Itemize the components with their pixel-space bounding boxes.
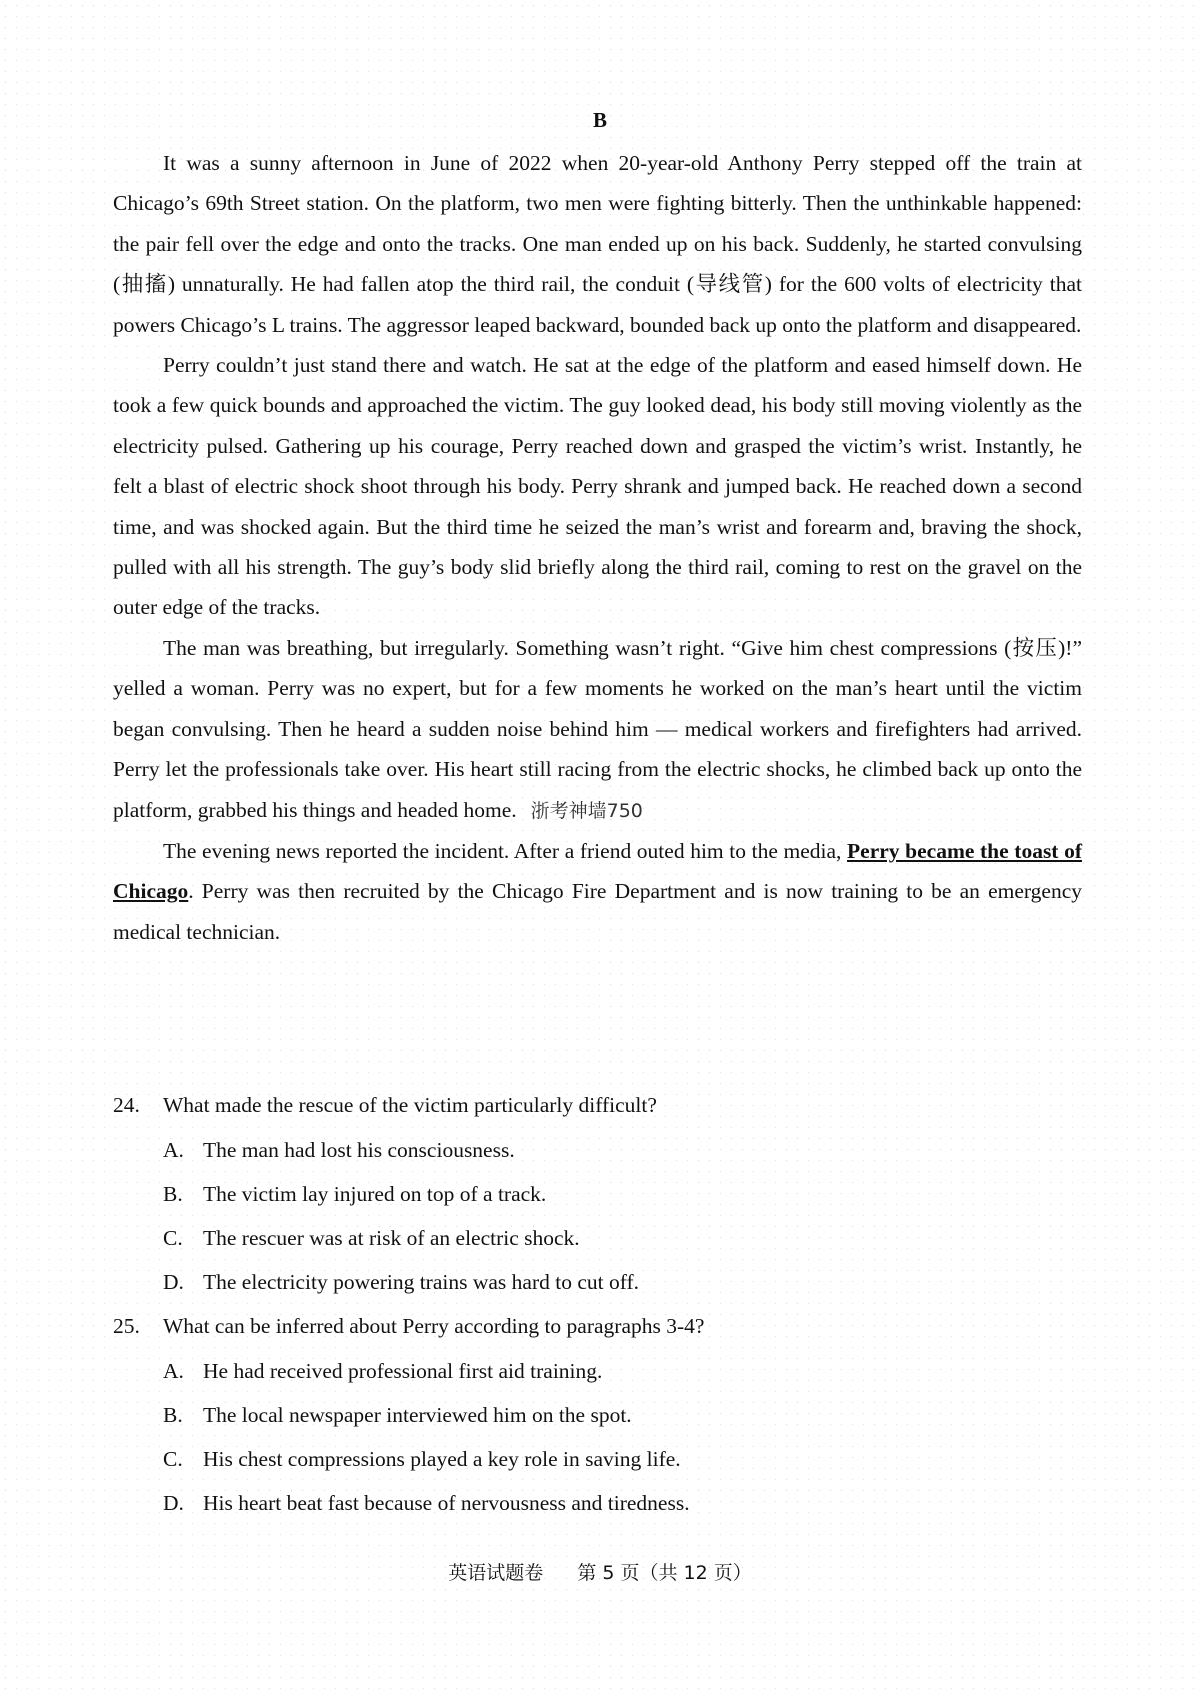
reading-passage (113, 143, 1082, 952)
option-b (163, 1179, 1082, 1209)
watermark-text: 浙考神墙750 (530, 799, 643, 822)
option-c (163, 1444, 1082, 1474)
option-letter: B. (163, 1182, 183, 1206)
option-b (163, 1400, 1082, 1430)
option-c (163, 1223, 1082, 1253)
paragraph-4 (113, 831, 1082, 952)
paragraph-4-text-before: The evening news reported the incident. After a friend outed him to the media, (163, 838, 848, 863)
option-letter: D. (163, 1491, 184, 1515)
question-text: What made the rescue of the victim particularly difficult? (163, 1093, 657, 1117)
option-letter: D. (163, 1270, 184, 1294)
question-25 (113, 1311, 1082, 1518)
question-stem (113, 1090, 1082, 1120)
paragraph-4-text-after: . Perry was then recruited by the Chicago Fire Department and is now training to be an emergency medical technician. (113, 879, 1082, 944)
paragraph-2: Perry couldn’t just stand there and watch. He sat at the edge of the platform and eased himself down. He took a few quick bounds and approached the victim. The guy looked dead, his body still moving violently as the electricity pulsed. Gathering up his courage, Perry reached down and grasped the victim’s wrist. Instantly, he felt a blast of electric shock shoot through his body. Perry shrank and jumped back. He reached down a second time, and was shocked again. But the third time he seized the man’s wrist and forearm and, braving the shock, pulled with all his strength. The guy’s body slid briefly along the third rail, coming to rest on the gravel on the outer edge of the tracks. (113, 353, 1082, 620)
question-text: What can be inferred about Perry according to paragraphs 3-4? (163, 1314, 705, 1338)
option-text: His heart beat fast because of nervousness and tiredness. (203, 1491, 690, 1515)
option-a (163, 1356, 1082, 1386)
option-text: The victim lay injured on top of a track. (203, 1182, 547, 1206)
option-letter: A. (163, 1138, 184, 1162)
underlined-phrase: Perry became the toast of Chicago (113, 838, 1082, 904)
option-d (163, 1267, 1082, 1297)
exam-name: 英语试题卷 (448, 1562, 544, 1584)
option-letter: B. (163, 1403, 183, 1427)
option-a (163, 1135, 1082, 1165)
option-text: He had received professional first aid training. (203, 1359, 603, 1383)
page-footer (0, 1558, 1200, 1585)
question-list (113, 1090, 1082, 1532)
paragraph-1: It was a sunny afternoon in June of 2022 when 20-year-old Anthony Perry stepped off the train at Chicago’s 69th Street station. On the platform, two men were fighting bitterly. Then the unthinkable happened: the pair fell over the edge and onto the tracks. One man ended up on his back. Suddenly, he started convulsing (抽搐) unnaturally. He had fallen atop the third rail, the conduit (导线管) for the 600 volts of electricity that powers Chicago’s L trains. The aggressor leaped backward, bounded back up onto the platform and disappeared. (113, 151, 1082, 337)
question-stem (113, 1311, 1082, 1341)
section-label: B (592, 108, 607, 132)
option-text: His chest compressions played a key role in saving life. (203, 1447, 681, 1471)
option-letter: A. (163, 1359, 184, 1383)
page-number: 第 5 页（共 12 页） (577, 1562, 752, 1584)
option-text: The electricity powering trains was hard to cut off. (203, 1270, 640, 1294)
paragraph-3-text: The man was breathing, but irregularly. Something wasn’t right. “Give him chest compressions (按压)!” yelled a woman. Perry was no expert, but for a few moments he worked on the man’s heart until the victim began convulsing. Then he heard a sudden noise behind him — medical workers and firefighters had arrived. Perry let the professionals take over. His heart still racing from the electric shocks, he climbed back up onto the platform, grabbed his things and headed home. (113, 635, 1082, 822)
question-24 (113, 1090, 1082, 1297)
option-text: The local newspaper interviewed him on the spot. (203, 1403, 632, 1427)
question-number: 25. (113, 1314, 140, 1338)
option-text: The man had lost his consciousness. (203, 1138, 515, 1162)
option-letter: C. (163, 1226, 183, 1250)
option-d (163, 1488, 1082, 1518)
question-number: 24. (113, 1093, 140, 1117)
option-text: The rescuer was at risk of an electric shock. (203, 1226, 580, 1250)
option-letter: C. (163, 1447, 183, 1471)
paragraph-3 (113, 628, 1082, 831)
